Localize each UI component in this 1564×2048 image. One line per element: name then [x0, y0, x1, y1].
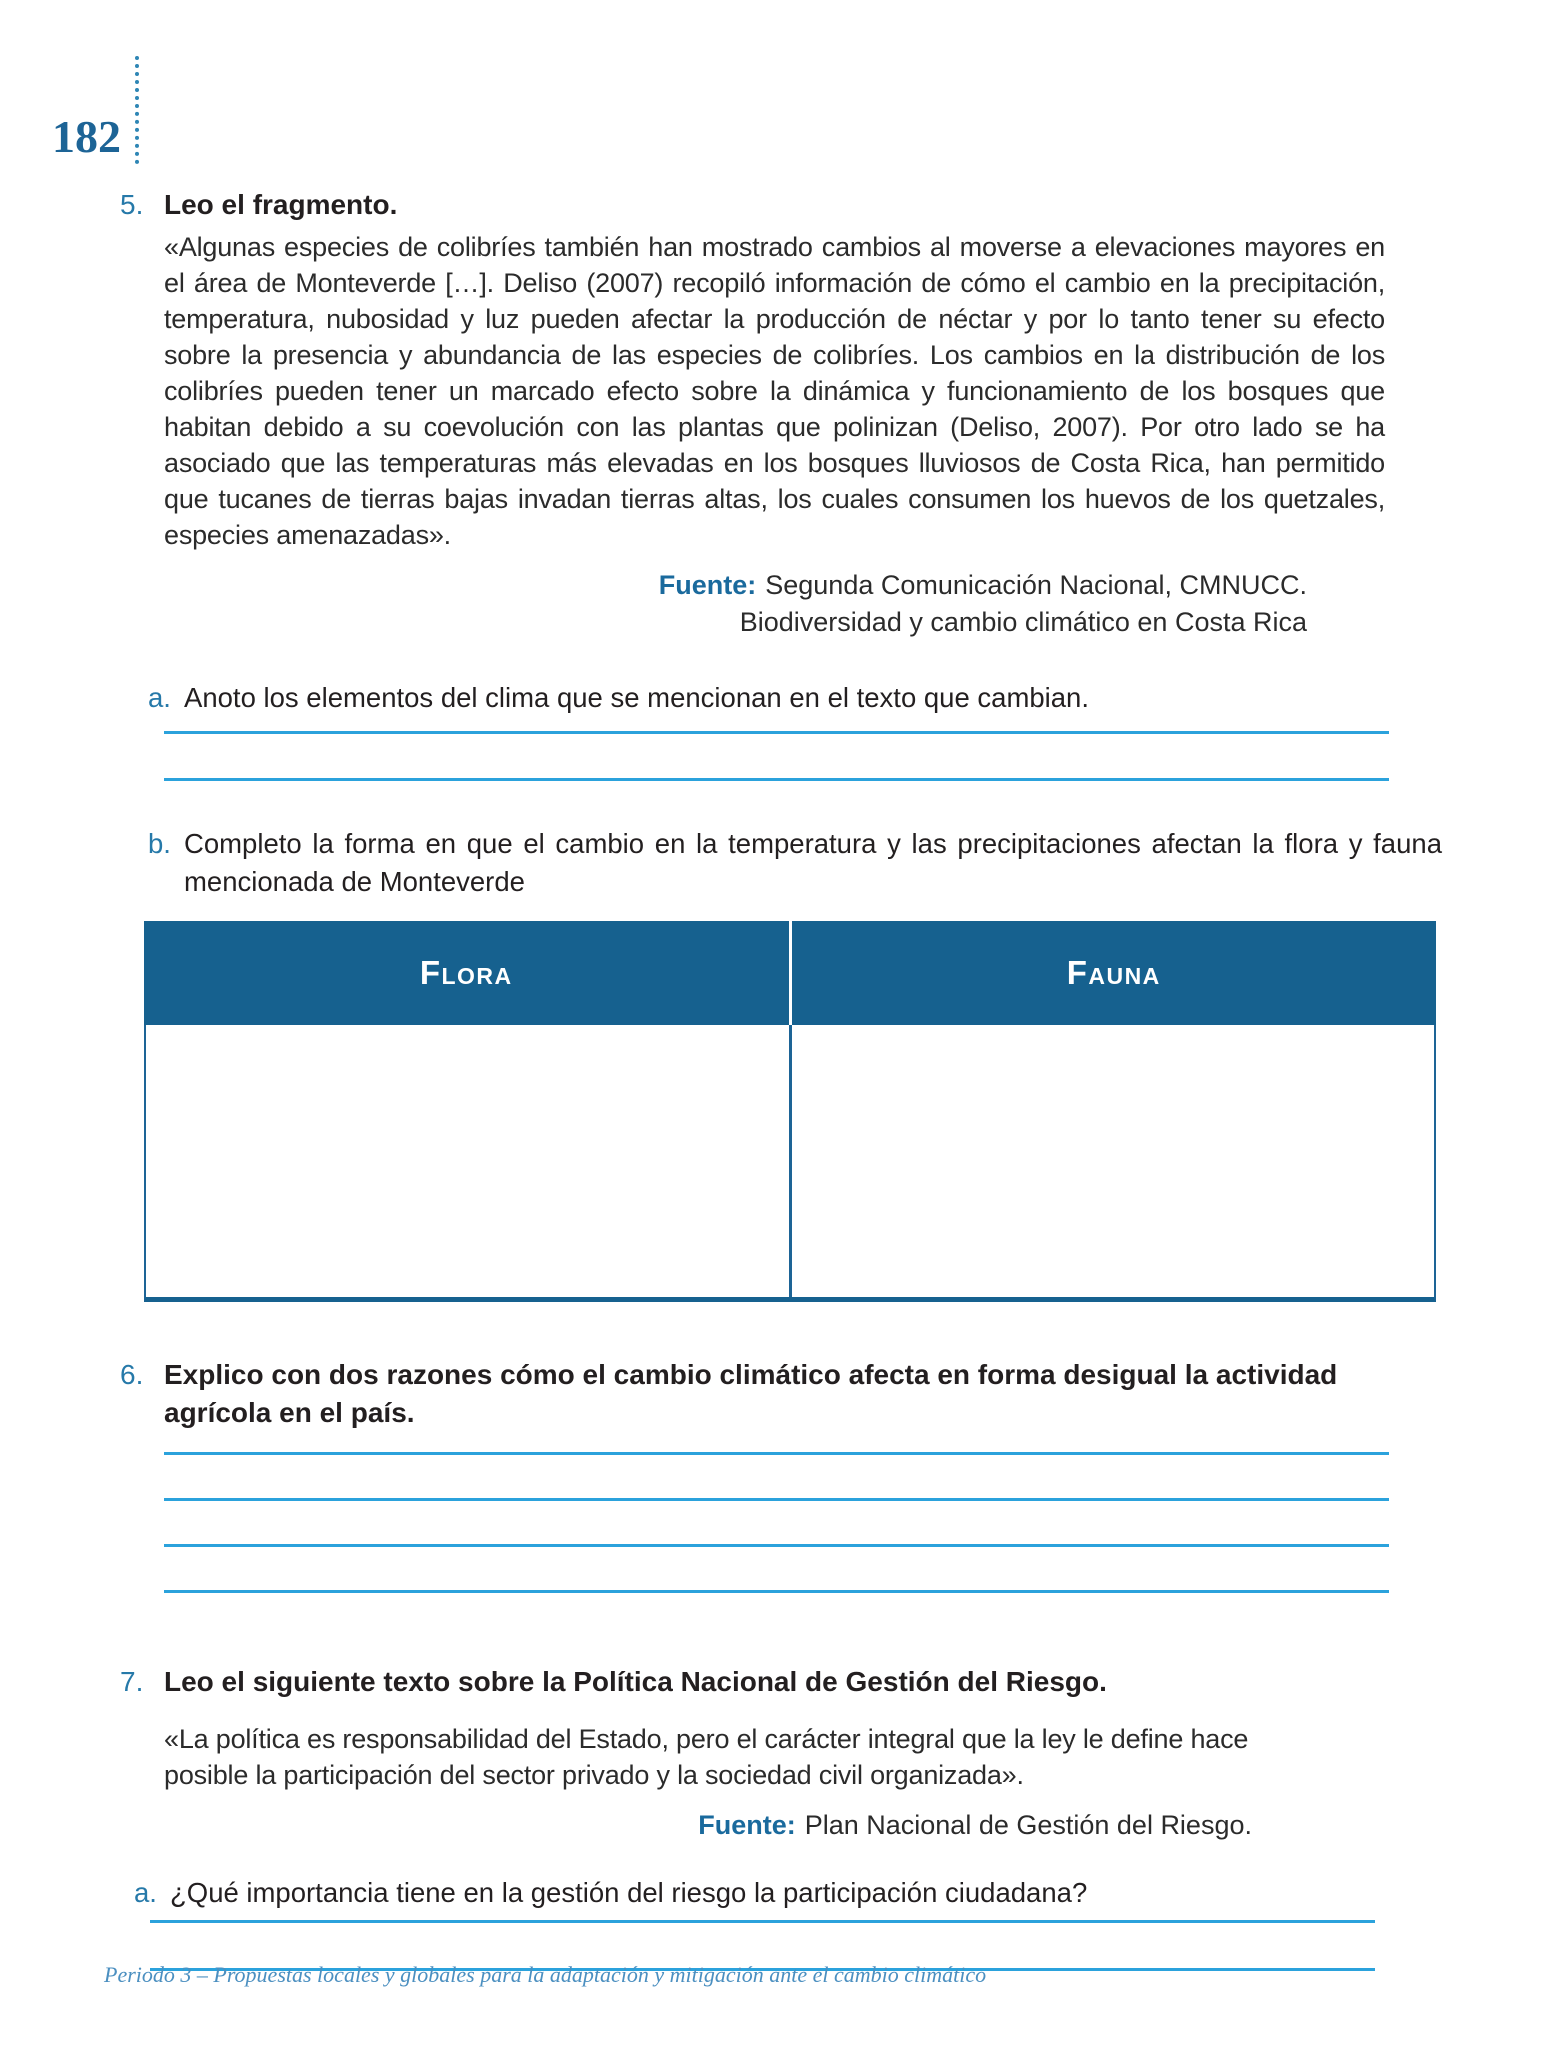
exercise-7a-letter: a. [134, 1877, 157, 1908]
table-body-row [144, 1025, 1436, 1302]
exercise-5-quote: «Algunas especies de colibríes también han mostrado cambios al moverse a elevaciones mayores en el área de Monteverde […]. Deliso (2007) recopiló información de cómo el cambio en la precipitación, temperatura, nubosidad y luz pueden afectar la producción de néctar y por lo tanto tener su efecto sobre la presencia y abundancia de las especies de colibríes. Los cambios en la distribución de los colibríes pueden tener un marcado efecto sobre la dinámica y funcionamiento de los bosques que habitan debido a su coevolución con las plantas que polinizan (Deliso, 2007). Por otro lado se ha asociado que las temperaturas más elevadas en los bosques lluviosos de Costa Rica, han permitido que tucanes de tierras bajas invadan tierras altas, los cuales consumen los huevos de los quetzales, especies amenazadas». [164, 232, 1385, 550]
page-footer: Periodo 3 – Propuestas locales y globales para la adaptación y mitigación ante el cambio climático [104, 1962, 987, 1987]
answer-line [164, 778, 1389, 781]
answer-line [150, 1920, 1375, 1923]
answer-line [164, 1590, 1389, 1593]
exercise-5b-text: Completo la forma en que el cambio en la temperatura y las precipitaciones afectan la flora y fauna mencionada de Monteverde [184, 828, 1442, 897]
page-number: 182 [52, 111, 121, 162]
exercise-5a-text: Anoto los elementos del clima que se mencionan en el texto que cambian. [184, 682, 1089, 713]
exercise-7-quote: «La política es responsabilidad del Estado, pero el carácter integral que la ley le define hace posible la participación del sector privado y la sociedad civil organizada». [164, 1724, 1249, 1790]
source-line-1 [120, 1807, 1252, 1844]
exercise-7-source [120, 1807, 1252, 1844]
exercise-7a-text: ¿Qué importancia tiene en la gestión del riesgo la participación ciudadana? [170, 1877, 1088, 1908]
source-line-1 [120, 567, 1307, 604]
exercise-5b [148, 825, 1442, 901]
table-header-flora: Flora [419, 954, 513, 991]
answer-line [164, 1544, 1389, 1547]
exercise-6-heading [120, 1356, 1442, 1432]
exercise-5-number: 5. [120, 189, 144, 220]
exercise-5a-letter: a. [148, 682, 171, 713]
exercise-7a [134, 1874, 1442, 1912]
exercise-5b-letter: b. [148, 828, 171, 859]
table-header-row [144, 921, 1436, 1025]
exercise-5-title: Leo el fragmento. [164, 189, 398, 220]
dotted-rule [135, 56, 139, 164]
source-text: Segunda Comunicación Nacional, CMNUCC. [765, 570, 1307, 600]
exercise-6-title: Explico con dos razones cómo el cambio climático afecta en forma desigual la actividad agrícola en el país. [164, 1359, 1338, 1428]
exercise-7-heading [120, 1663, 1442, 1701]
exercise-7-title: Leo el siguiente texto sobre la Política Nacional de Gestión del Riesgo. [164, 1666, 1107, 1697]
table-cell-fauna [789, 1025, 1435, 1297]
exercise-6-number: 6. [120, 1359, 144, 1390]
source-text: Plan Nacional de Gestión del Riesgo. [804, 1810, 1252, 1840]
source-line-2: Biodiversidad y cambio climático en Costa Rica [739, 607, 1307, 637]
flora-fauna-table [144, 921, 1436, 1302]
source-label: Fuente: [698, 1810, 796, 1840]
exercise-5-source [120, 567, 1307, 641]
page-number-block [52, 56, 139, 164]
page-content [120, 150, 1442, 1971]
exercise-7-number: 7. [120, 1666, 144, 1697]
answer-line [164, 1452, 1389, 1455]
table-cell-flora [146, 1025, 789, 1297]
table-header-fauna: Fauna [789, 921, 1437, 1025]
source-label: Fuente: [658, 570, 757, 600]
answer-line [164, 731, 1389, 734]
exercise-5a [148, 679, 1442, 717]
answer-line [164, 1498, 1389, 1501]
exercise-5-heading [120, 186, 1442, 224]
